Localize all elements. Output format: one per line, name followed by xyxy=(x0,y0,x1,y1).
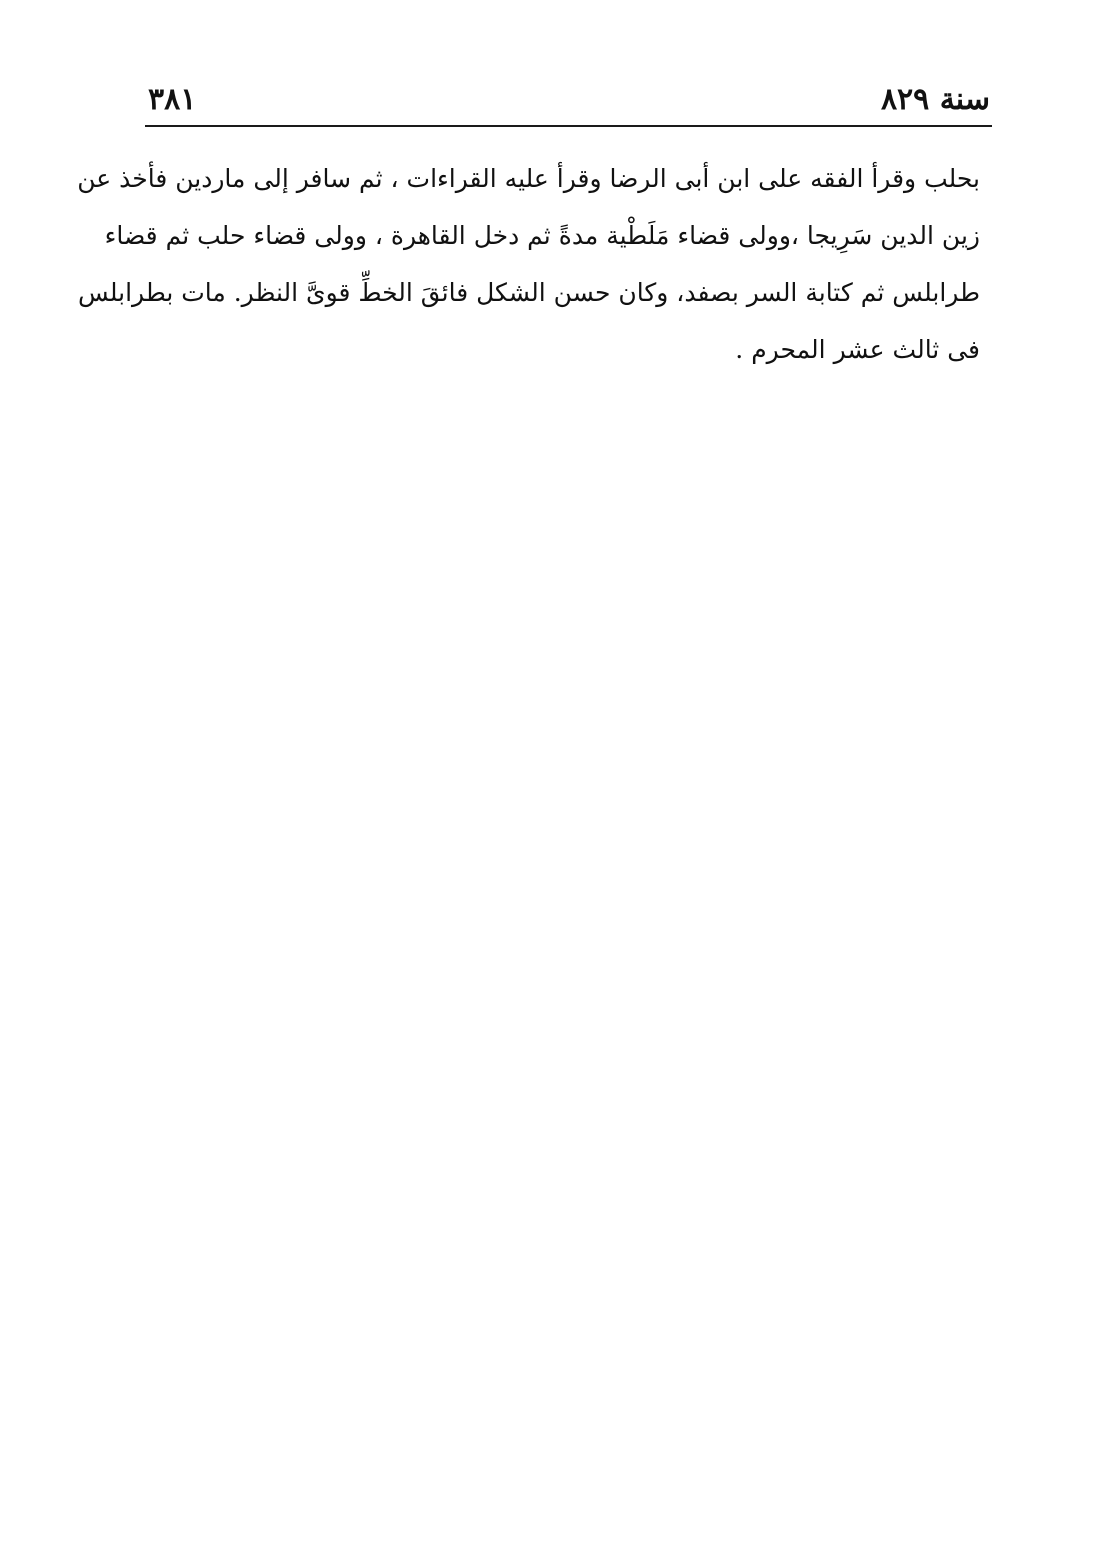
text-line-3: طرابلس ثم كتابة السر بصفد، وكان حسن الشكل فائقَ الخطِّ قوىَّ النظر. مات بطرابلس xyxy=(77,278,980,307)
text-line-4: فى ثالث عشر المحرم . xyxy=(735,335,980,364)
body-paragraph xyxy=(77,150,980,378)
page-header xyxy=(148,78,990,126)
text-line-1: بحلب وقرأ الفقه على ابن أبى الرضا وقرأ عليه القراءات ، ثم سافر إلى ماردين فأخذ عن xyxy=(77,164,980,193)
page-number: ٣٨١ xyxy=(148,82,197,117)
running-head-year: سنة ٨٢٩ xyxy=(880,82,990,117)
text-line-2: زين الدين سَرِيجا ،وولى قضاء مَلَطْية مدةً ثم دخل القاهرة ، وولى قضاء حلب ثم قضاء xyxy=(104,221,980,250)
header-rule xyxy=(145,125,992,127)
